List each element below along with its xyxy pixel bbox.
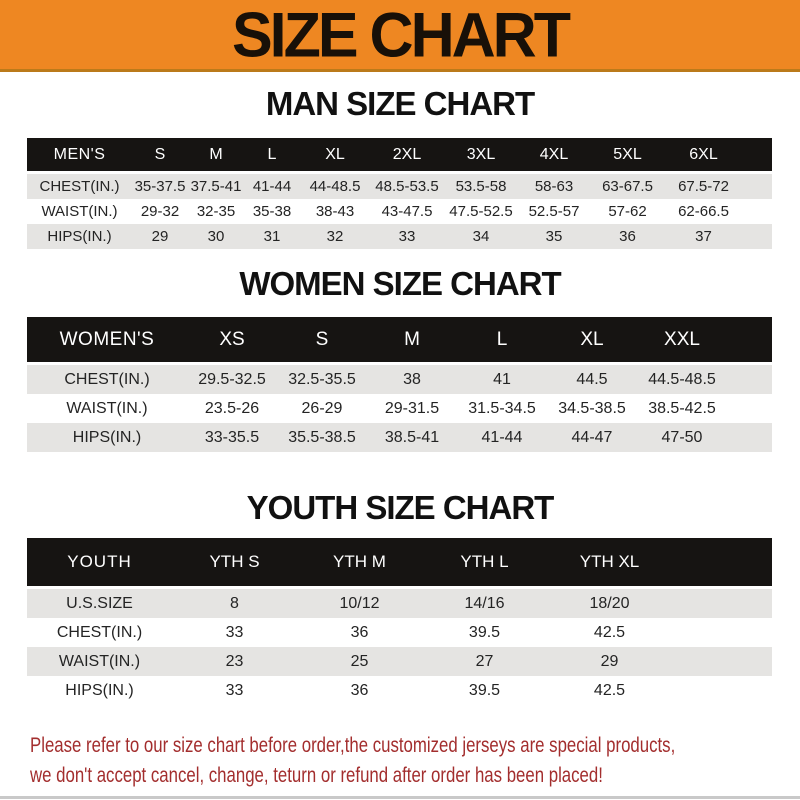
size-value: 31 [244, 224, 300, 249]
size-value: 47.5-52.5 [449, 203, 513, 220]
men-section-heading: MAN SIZE CHART [265, 85, 535, 122]
disclaimer-line-2: we don't accept cancel, change, teturn or refund after order has been placed! [30, 764, 603, 787]
size-value: 57-62 [608, 203, 647, 220]
row-label: CHEST(IN.) [27, 362, 187, 394]
size-column-header: L [457, 317, 547, 362]
size-row [27, 676, 772, 705]
cell-filler [672, 647, 772, 676]
size-value: 63-67.5 [590, 171, 665, 199]
size-value: 33-35.5 [187, 423, 277, 452]
size-value: 27 [422, 647, 547, 676]
table-group-label: WOMEN'S [27, 317, 187, 362]
size-row [27, 224, 772, 249]
size-value: 62-66.5 [678, 203, 729, 220]
bottom-edge-line [0, 796, 800, 799]
size-value: 41 [457, 362, 547, 394]
size-value: 33 [225, 681, 244, 699]
table-header-row [27, 538, 772, 586]
size-value: 8 [172, 586, 297, 618]
youth-section-heading: YOUTH SIZE CHART [246, 489, 554, 526]
size-column-header: 5XL [590, 138, 665, 171]
size-table [27, 317, 772, 452]
row-label: CHEST(IN.) [27, 171, 132, 199]
cell-filler [742, 224, 772, 249]
size-value: 58-63 [518, 171, 590, 199]
size-column-header: XL [547, 317, 637, 362]
cell-filler [742, 199, 772, 224]
size-column-header: YTH S [172, 538, 297, 586]
size-value: 23 [172, 647, 297, 676]
size-column-header: 2XL [370, 138, 444, 171]
row-label: HIPS(IN.) [27, 224, 132, 249]
size-value: 14/16 [422, 586, 547, 618]
size-value: 32.5-35.5 [277, 362, 367, 394]
size-value: 25 [297, 647, 422, 676]
youth-size-table [27, 538, 800, 705]
size-column-header: L [244, 138, 300, 171]
size-value: 26-29 [301, 399, 343, 417]
size-column-header: M [188, 138, 244, 171]
size-column-header: YTH L [422, 538, 547, 586]
size-value: 41-44 [457, 423, 547, 452]
size-value: 36 [350, 681, 369, 699]
size-value: 29 [132, 224, 188, 249]
cell-filler [742, 171, 772, 199]
size-value: 35.5-38.5 [277, 423, 367, 452]
row-label: WAIST(IN.) [27, 647, 172, 676]
cell-filler [727, 423, 772, 452]
size-table [27, 538, 772, 705]
size-value: 44.5 [547, 362, 637, 394]
size-column-header: XXL [637, 317, 727, 362]
size-value: 44-48.5 [300, 171, 370, 199]
table-header-row [27, 138, 772, 171]
size-value: 52.5-57 [528, 203, 580, 220]
cell-filler [727, 362, 772, 394]
size-column-header: S [277, 317, 367, 362]
size-value: 35-37.5 [132, 171, 188, 199]
youth-section [0, 490, 800, 705]
row-label: HIPS(IN.) [27, 423, 187, 452]
size-value: 39.5 [468, 681, 501, 699]
size-value: 37 [665, 224, 742, 249]
size-value: 41-44 [244, 171, 300, 199]
cell-filler [672, 618, 772, 647]
size-row [27, 618, 772, 647]
size-value: 42.5 [593, 681, 626, 699]
cell-filler [727, 394, 772, 423]
table-group-label: MEN'S [27, 138, 132, 171]
men-size-table [27, 138, 800, 249]
size-row [27, 362, 772, 394]
size-value: 39.5 [468, 623, 501, 641]
size-chart-banner [0, 0, 800, 72]
size-value: 29.5-32.5 [187, 362, 277, 394]
size-value: 29-31.5 [384, 399, 440, 417]
size-value: 43-47.5 [381, 203, 433, 220]
cell-filler [672, 676, 772, 705]
size-column-header: 3XL [444, 138, 518, 171]
disclaimer-line-1: Please refer to our size chart before order,the customized jerseys are special products, [30, 734, 676, 757]
size-value: 38.5-42.5 [648, 399, 716, 417]
size-value: 36 [590, 224, 665, 249]
table-header-row [27, 317, 772, 362]
women-section [0, 266, 800, 452]
size-value: 33 [370, 224, 444, 249]
women-section-heading: WOMEN SIZE CHART [239, 265, 561, 302]
size-column-header: YTH M [297, 538, 422, 586]
size-value: 18/20 [547, 586, 672, 618]
header-filler [727, 317, 772, 362]
cell-filler [672, 586, 772, 618]
row-label: CHEST(IN.) [56, 623, 143, 641]
row-label: WAIST(IN.) [41, 203, 118, 220]
size-value: 67.5-72 [665, 171, 742, 199]
size-column-header: XL [300, 138, 370, 171]
size-value: 38.5-41 [367, 423, 457, 452]
size-value: 35 [518, 224, 590, 249]
size-value: 32-35 [196, 203, 236, 220]
size-value: 30 [188, 224, 244, 249]
size-value: 33 [225, 623, 244, 641]
size-value: 38 [367, 362, 457, 394]
size-value: 48.5-53.5 [370, 171, 444, 199]
size-value: 35-38 [252, 203, 292, 220]
table-group-label: YOUTH [27, 538, 172, 586]
size-value: 29-32 [140, 203, 180, 220]
size-value: 10/12 [297, 586, 422, 618]
row-label: WAIST(IN.) [66, 399, 148, 417]
size-value: 32 [300, 224, 370, 249]
men-section [0, 86, 800, 249]
row-label: U.S.SIZE [27, 586, 172, 618]
size-value: 29 [547, 647, 672, 676]
size-value: 34.5-38.5 [558, 399, 626, 417]
size-row [27, 586, 772, 618]
size-value: 53.5-58 [444, 171, 518, 199]
size-value: 37.5-41 [188, 171, 244, 199]
size-value: 42.5 [593, 623, 626, 641]
size-value: 23.5-26 [204, 399, 260, 417]
size-value: 44-47 [547, 423, 637, 452]
size-column-header: YTH XL [547, 538, 672, 586]
women-size-table [27, 317, 800, 452]
header-filler [672, 538, 772, 586]
size-column-header: 4XL [518, 138, 590, 171]
size-row [27, 171, 772, 199]
size-row [27, 423, 772, 452]
size-column-header: 6XL [665, 138, 742, 171]
size-value: 36 [350, 623, 369, 641]
size-column-header: S [132, 138, 188, 171]
size-value: 31.5-34.5 [468, 399, 536, 417]
row-label: HIPS(IN.) [65, 681, 134, 699]
size-value: 34 [444, 224, 518, 249]
size-row [27, 647, 772, 676]
size-value: 44.5-48.5 [637, 362, 727, 394]
size-value: 38-43 [315, 203, 355, 220]
header-filler [742, 138, 772, 171]
size-value: 47-50 [637, 423, 727, 452]
banner-title: SIZE CHART [232, 0, 568, 70]
size-column-header: XS [187, 317, 277, 362]
disclaimer [0, 731, 800, 791]
size-row [27, 199, 772, 224]
size-column-header: M [367, 317, 457, 362]
size-row [27, 394, 772, 423]
size-table [27, 138, 772, 249]
